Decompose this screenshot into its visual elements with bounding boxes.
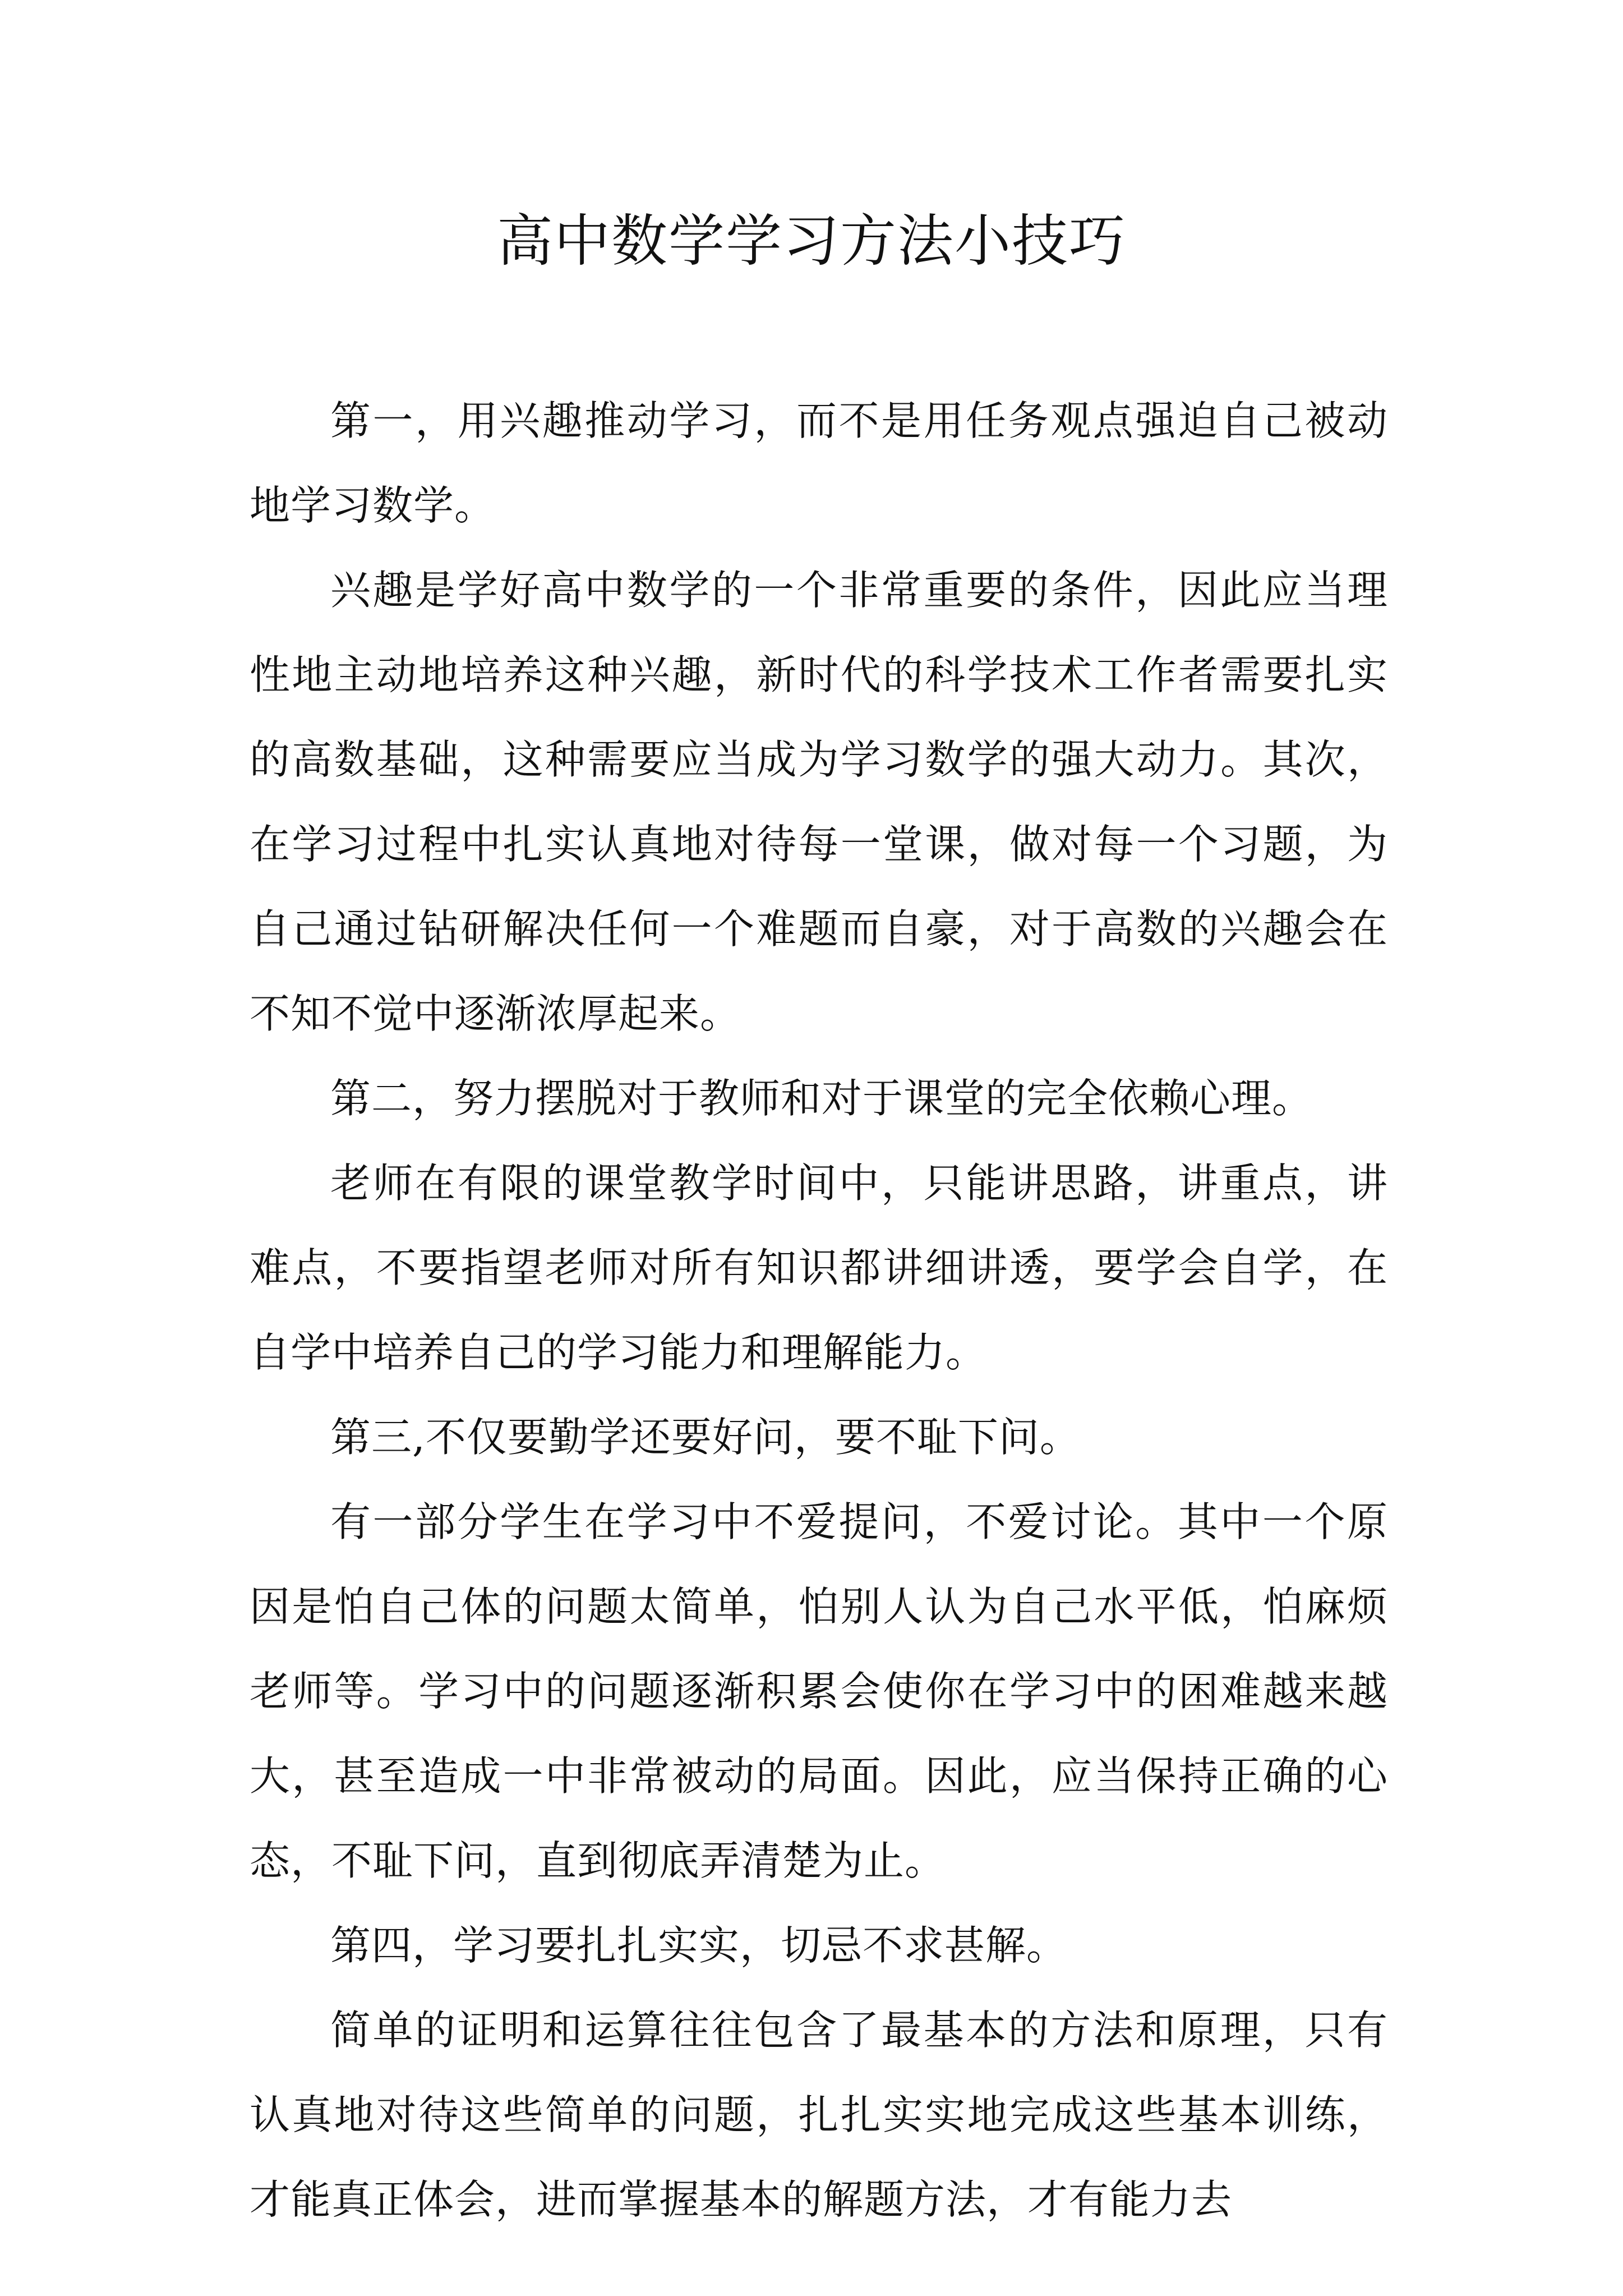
paragraph-point-four-heading: 第四，学习要扎扎实实，切忌不求甚解。 xyxy=(330,1922,1068,1969)
paragraph-point-four-body: 简单的证明和运算往往包含了最基本的方法和原理，只有认真地对待这些简单的问题，扎扎实实地完成这些基本训练，才能真正体会，进而掌握基本的解题方法，才有能力去 xyxy=(250,2007,1388,2223)
document-body xyxy=(250,379,1388,2242)
paragraph-point-two-heading: 第二，努力摆脱对于教师和对于课堂的完全依赖心理。 xyxy=(330,1075,1313,1122)
paragraph-point-one-heading: 第一，用兴趣推动学习，而不是用任务观点强迫自己被动地学习数学。 xyxy=(250,397,1388,529)
paragraph-point-three-body: 有一部分学生在学习中不爱提问，不爱讨论。其中一个原因是怕自己体的问题太简单，怕别人认为自己水平低，怕麻烦老师等。学习中的问题逐渐积累会使你在学习中的困难越来越大，甚至造成一中非常被动的局面。因此，应当保持正确的心态，不耻下问，直到彻底弄清楚为止。 xyxy=(250,1498,1388,1884)
document-title: 高中数学学习方法小技巧 xyxy=(497,208,1126,274)
paragraph-point-three-heading: 第三,不仅要勤学还要好问，要不耻下问。 xyxy=(330,1414,1081,1461)
paragraph-point-one-body: 兴趣是学好高中数学的一个非常重要的条件，因此应当理性地主动地培养这种兴趣，新时代的科学技术工作者需要扎实的高数基础，这种需要应当成为学习数学的强大动力。其次，在学习过程中扎实认真地对待每一堂课，做对每一个习题，为自己通过钻研解决任何一个难题而自豪，对于高数的兴趣会在不知不觉中逐渐浓厚起来。 xyxy=(250,567,1388,1037)
paragraph-point-two-body: 老师在有限的课堂教学时间中，只能讲思路，讲重点，讲难点，不要指望老师对所有知识都讲细讲透，要学会自学，在自学中培养自己的学习能力和理解能力。 xyxy=(250,1159,1388,1376)
